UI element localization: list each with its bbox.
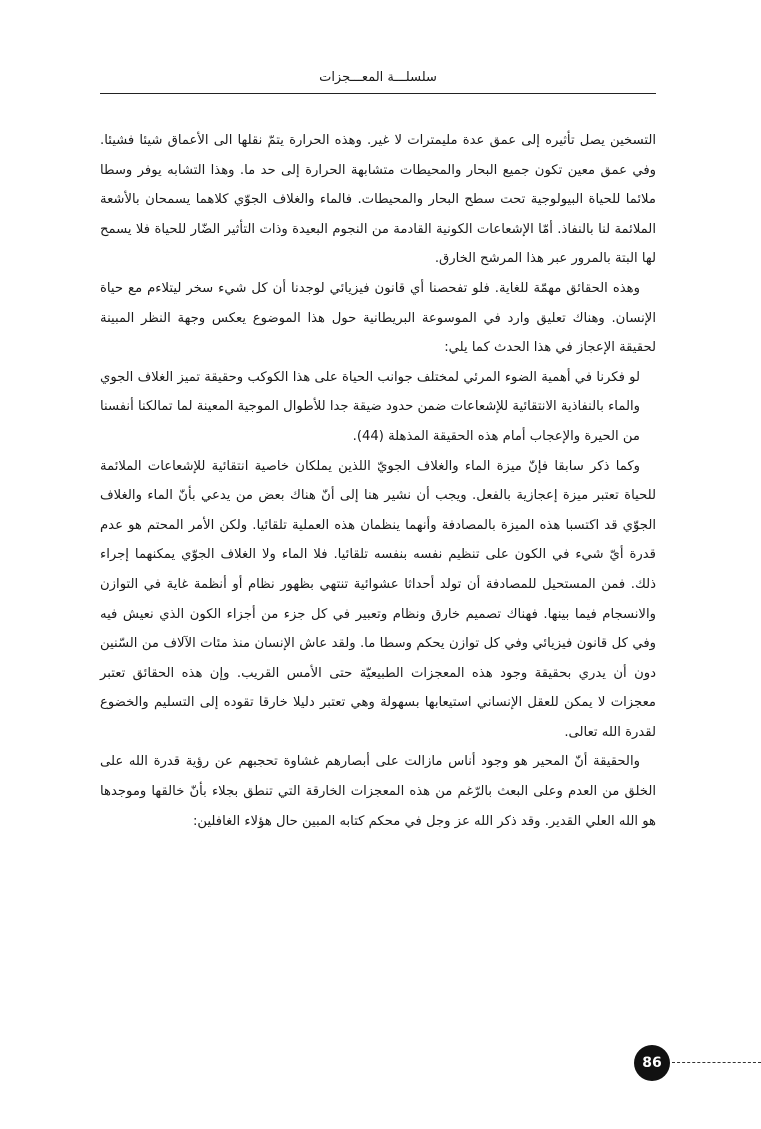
paragraph-4: وكما ذكر سابقا فإنّ ميزة الماء والغلاف الجويّ اللذين يملكان خاصية انتقائية للإشعاعات الملائمة للحياة تعتبر ميزة إعجازية بالفعل. ويجب أن نشير هنا إلى أنّ هناك بعض من يدعي بأنّ الماء والغلاف الجوّي قد اكتسبا هذه الميزة بالمصادفة وأنهما ينظمان هذه العملية تلقائيا. ولكن الأمر المحتم هو عدم قدرة أيّ شيء في الكون على تنظيم نفسه بنفسه تلقائيا. فلا الماء ولا الغلاف الجوّي يمكنهما إجراء ذلك. فمن المستحيل للمصادفة أن تولد أحداثا عشوائية تنتهي بظهور نظام أو أنظمة غاية في التوازن والانسجام فيما بينها. فهناك تصميم خارق ونظام وتعبير في كل جزء من أجزاء الكون الذي نعيش فيه وفي كل قانون فيزيائي وفي كل توازن يحكم وسطا ما. ولقد عاش الإنسان منذ مئات الآلاف من السّنين دون أن يدري بحقيقة وجود هذه المعجزات الطبيعيّة حتى الأمس القريب. وإن هذه الحقائق تعتبر معجزات لا يمكن للعقل الإنساني استيعابها بسهولة وهي تعتبر دليلا خارقا تقوده إلى التسليم والخضوع لقدرة الله تعالى. <box>100 458 656 740</box>
paragraph-1: التسخين يصل تأثيره إلى عمق عدة مليمترات لا غير. وهذه الحرارة يتمّ نقلها الى الأعماق شيئا فشيئا. وفي عمق معين تكون جميع البحار والمحيطات متشابهة الحرارة إلى حد ما. وهذا التشابه يوفر وسطا ملائما للحياة البيولوجية تحت سطح البحار والمحيطات. فالماء والغلاف الجوّي كلاهما يسمحان بالأشعة الملائمة لنا بالنفاذ. أمّا الإشعاعات الكونية القادمة من النجوم البعيدة وذات التأثير الضّار للحياة فلا يسمح لها البتة بالمرور عبر هذا المرشح الخارق. <box>100 133 656 267</box>
running-header-title: سلسلـــة المعـــجزات <box>319 70 437 85</box>
header-divider <box>100 93 656 94</box>
footer-dashed-rule <box>672 1062 761 1063</box>
page-number-badge: 86 <box>634 1045 670 1081</box>
page-body <box>100 126 656 836</box>
paragraph-5: والحقيقة أنّ المحير هو وجود أناس مازالت على أبصارهم غشاوة تحجبهم عن رؤية قدرة الله على الخلق من العدم وعلى البعث بالرّغم من هذه المعجزات الخارقة التي تنطق بجلاء بأنّ خالقها وموجدها هو الله العلي القدير. وقد ذكر الله عز وجل في محكم كتابه المبين حال هؤلاء الغافلين: <box>100 754 656 829</box>
paragraph-2: وهذه الحقائق مهمّة للغاية. فلو تفحصنا أي قانون فيزيائي لوجدنا أن كل شيء سخر ليتلاءم مع حياة الإنسان. وهناك تعليق وارد في الموسوعة البريطانية حول هذا الموضوع يعكس وجهة النظر المبينة لحقيقة الإعجاز في هذا الحدث كما يلي: <box>100 280 656 356</box>
quoted-paragraph: لو فكرنا في أهمية الضوء المرئي لمختلف جوانب الحياة على هذا الكوكب وحقيقة تميز الغلاف الجوي والماء بالنفاذية الانتقائية للإشعاعات ضمن حدود ضيقة جدا للأطوال الموجية المعينة لما تمالكنا أنفسنا من الحيرة والإعجاب أمام هذه الحقيقة المذهلة (44). <box>100 369 640 444</box>
